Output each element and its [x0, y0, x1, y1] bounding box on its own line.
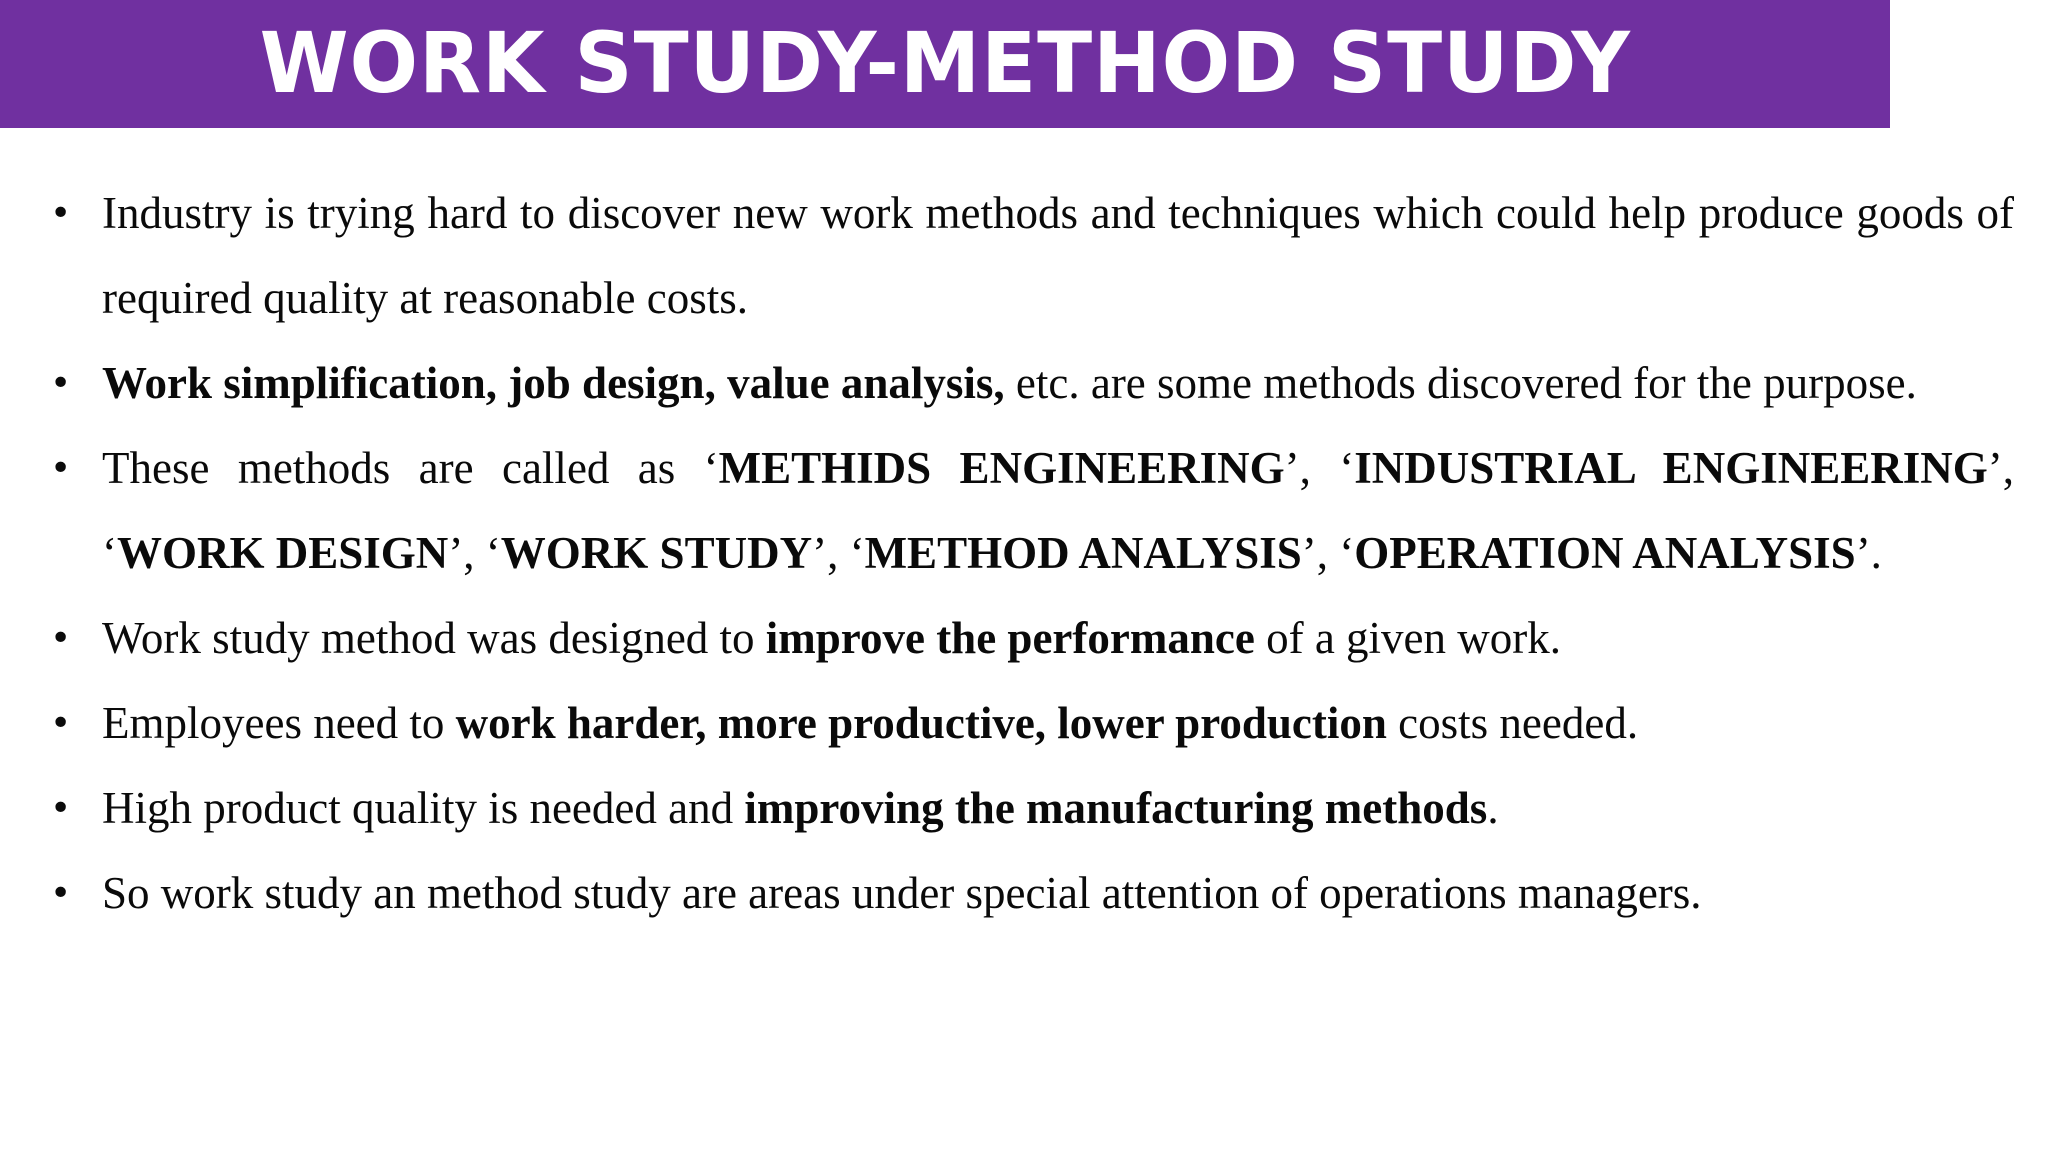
- bullet-dot-icon: •: [50, 448, 72, 489]
- bullet-text: These methods are called as ‘: [102, 443, 719, 493]
- bullet-bold-text: METHIDS ENGINEERING: [718, 443, 1285, 493]
- bullet-bold-text: INDUSTRIAL ENGINEERING: [1354, 443, 1988, 493]
- bullet-bold-text: improve the performance: [765, 613, 1255, 663]
- bullet-text: So work study an method study are areas under special attention of operations managers.: [102, 868, 1702, 918]
- bullet-dot-icon: •: [50, 703, 72, 744]
- slide-title: WORK STUDY-METHOD STUDY: [259, 14, 1631, 112]
- bullet-bold-text: WORK DESIGN: [117, 528, 449, 578]
- bullet-bold-text: WORK STUDY: [500, 528, 813, 578]
- bullet-dot-icon: •: [50, 788, 72, 829]
- bullet-text: etc. are some methods discovered for the purpose.: [1004, 358, 1917, 408]
- bullet-item-2: [50, 341, 2014, 426]
- bullet-item-6: [50, 766, 2014, 851]
- bullet-text: Industry is trying hard to discover new work methods and techniques which could help produce goods of required quality at reasonable costs.: [102, 188, 2014, 323]
- bullet-text: Employees need to: [102, 698, 456, 748]
- bullet-dot-icon: •: [50, 873, 72, 914]
- bullet-item-7: [50, 851, 2014, 936]
- bullet-bold-text: improving the manufacturing methods: [744, 783, 1488, 833]
- bullet-text: ’, ‘: [1284, 443, 1355, 493]
- bullet-text: ’, ‘: [448, 528, 501, 578]
- bullet-item-5: [50, 681, 2014, 766]
- bullet-text: .: [1487, 783, 1499, 833]
- bullet-item-3: [50, 426, 2014, 596]
- bullet-bold-text: OPERATION ANALYSIS: [1354, 528, 1856, 578]
- bullet-text: Work study method was designed to: [102, 613, 766, 663]
- bullet-text: ’.: [1855, 528, 1882, 578]
- bullet-list: [50, 171, 2014, 936]
- bullet-text: High product quality is needed and: [102, 783, 745, 833]
- bullet-bold-text: Work simplification, job design, value analysis,: [102, 358, 1005, 408]
- title-banner: [0, 0, 1890, 128]
- bullet-dot-icon: •: [50, 618, 72, 659]
- bullet-dot-icon: •: [50, 193, 72, 234]
- bullet-text: costs needed.: [1386, 698, 1639, 748]
- bullet-bold-text: METHOD ANALYSIS: [864, 528, 1302, 578]
- bullet-text: ’, ‘: [1301, 528, 1355, 578]
- bullet-item-1: [50, 171, 2014, 341]
- bullet-text: ’, ‘: [102, 443, 2014, 578]
- bullet-dot-icon: •: [50, 363, 72, 404]
- bullet-text: of a given work.: [1254, 613, 1561, 663]
- bullet-bold-text: work harder, more productive, lower production: [455, 698, 1387, 748]
- bullet-text: ’, ‘: [812, 528, 865, 578]
- bullet-item-4: [50, 596, 2014, 681]
